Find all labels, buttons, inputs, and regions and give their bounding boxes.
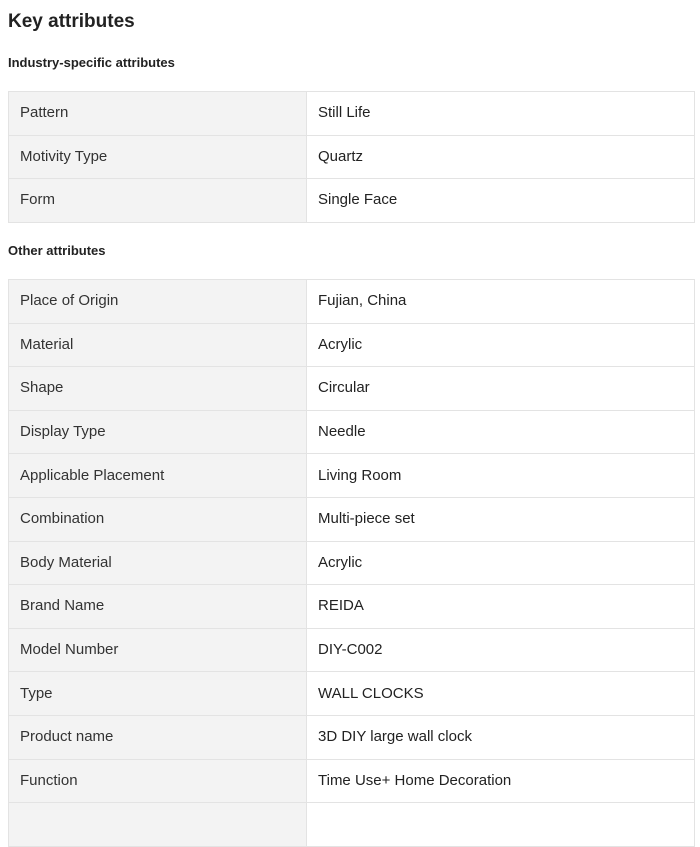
table-row [9,135,695,179]
attribute-name: Display Type [9,410,307,454]
table-row [9,715,695,759]
attribute-value: Circular [307,367,695,411]
attribute-value: Still Life [307,92,695,136]
attribute-value: Multi-piece set [307,497,695,541]
attribute-name: Combination [9,497,307,541]
attribute-value: WALL CLOCKS [307,672,695,716]
attribute-name [9,803,307,847]
table-row [9,497,695,541]
table-row [9,585,695,629]
attribute-name: Material [9,323,307,367]
attribute-name: Motivity Type [9,135,307,179]
table-row [9,672,695,716]
attribute-value: Acrylic [307,323,695,367]
attribute-name: Pattern [9,92,307,136]
page-title: Key attributes [8,11,135,32]
table-row [9,803,695,847]
attribute-name: Applicable Placement [9,454,307,498]
attribute-name: Shape [9,367,307,411]
attribute-value: 3D DIY large wall clock [307,715,695,759]
table-row [9,323,695,367]
attribute-name: Product name [9,715,307,759]
table-row [9,92,695,136]
attribute-value: Needle [307,410,695,454]
table-row [9,179,695,223]
table-row [9,280,695,324]
table-row [9,454,695,498]
section-title-industry-specific: Industry-specific attributes [8,55,175,70]
attribute-name: Function [9,759,307,803]
attribute-name: Place of Origin [9,280,307,324]
attribute-value: Living Room [307,454,695,498]
attribute-name: Body Material [9,541,307,585]
table-row [9,367,695,411]
table-row [9,759,695,803]
section-title-other: Other attributes [8,243,106,258]
table-row [9,410,695,454]
industry-attributes-table [8,91,695,223]
attribute-value: DIY-C002 [307,628,695,672]
attribute-value: Fujian, China [307,280,695,324]
attribute-name: Type [9,672,307,716]
attribute-value [307,803,695,847]
attribute-value: REIDA [307,585,695,629]
table-row [9,541,695,585]
other-attributes-table [8,279,695,847]
attribute-value: Single Face [307,179,695,223]
attribute-name: Form [9,179,307,223]
attribute-name: Brand Name [9,585,307,629]
attribute-value: Acrylic [307,541,695,585]
attribute-value: Time Use+ Home Decoration [307,759,695,803]
attribute-value: Quartz [307,135,695,179]
table-row [9,628,695,672]
attribute-name: Model Number [9,628,307,672]
